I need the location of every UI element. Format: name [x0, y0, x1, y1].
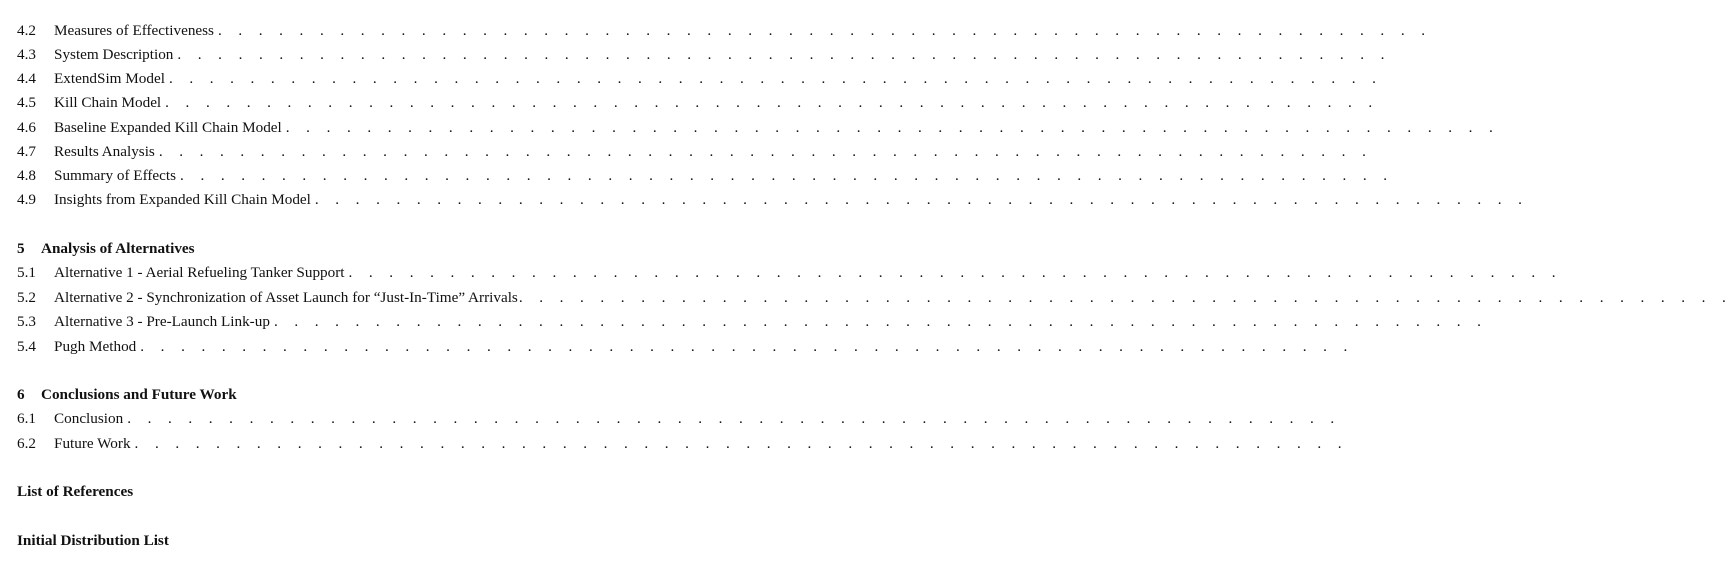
toc-entry-4-7[interactable]: [17, 141, 1373, 163]
dot-leader: . . . . . . . . . . . . . . . . . . . . . . . . . . . . . . . . . . . . . . . . . . . . . . . . . . . . . . . . . . . .: [127, 410, 1341, 427]
dot-leader: . . . . . . . . . . . . . . . . . . . . . . . . . . . . . . . . . . . . . . . . . . . . . . . . . . . . . . . . . . . .: [273, 313, 1488, 330]
entry-number: 4.9: [17, 191, 36, 208]
toc-entry-6-1[interactable]: [17, 408, 1341, 430]
entry-title: Measures of Effectiveness: [54, 22, 214, 39]
entry-title: Results Analysis: [54, 143, 155, 160]
entry-title: Alternative 2 - Synchronization of Asset Launch for “Just-In-Time” Arrivals: [54, 289, 518, 306]
toc-entry-4-3[interactable]: [17, 44, 1391, 66]
entry-title: Pugh Method: [54, 338, 137, 355]
entry-title: Conclusion: [54, 410, 124, 427]
dot-leader: . . . . . . . . . . . . . . . . . . . . . . . . . . . . . . . . . . . . . . . . . . . . . . . . . . . . . . . . . . . .: [217, 22, 1432, 39]
section-title: Initial Distribution List: [17, 532, 169, 549]
entry-number: 4.4: [17, 70, 36, 87]
dot-leader: . . . . . . . . . . . . . . . . . . . . . . . . . . . . . . . . . . . . . . . . . . . . . . . . . . . . . . . . . . . .: [165, 94, 1379, 111]
toc-entry-4-8[interactable]: [17, 165, 1394, 187]
toc-entry-5-2[interactable]: [17, 287, 1732, 309]
chapter-number: 6: [17, 386, 25, 403]
dot-leader: . . . . . . . . . . . . . . . . . . . . . . . . . . . . . . . . . . . . . . . . . . . . . . . . . . . . . . . . . . . .: [177, 46, 1391, 63]
toc-entry-5-3[interactable]: [17, 311, 1488, 333]
toc-entry-4-2[interactable]: [17, 20, 1432, 42]
dot-leader: . . . . . . . . . . . . . . . . . . . . . . . . . . . . . . . . . . . . . . . . . . . . . . . . . . . . . . . . . . . .: [180, 167, 1394, 184]
entry-number: 4.5: [17, 94, 36, 111]
entry-title: Baseline Expanded Kill Chain Model: [54, 119, 282, 136]
toc-entry-4-9[interactable]: [17, 189, 1529, 211]
entry-number: 4.7: [17, 143, 36, 160]
entry-number: 5.2: [17, 289, 36, 306]
entry-title: Insights from Expanded Kill Chain Model: [54, 191, 311, 208]
entry-title: ExtendSim Model: [54, 70, 165, 87]
toc-entry-5-4[interactable]: [17, 336, 1354, 358]
entry-number: 4.8: [17, 167, 36, 184]
entry-number: 5.3: [17, 313, 36, 330]
entry-title: Future Work: [54, 435, 131, 452]
entry-title: System Description: [54, 46, 174, 63]
chapter-title: Conclusions and Future Work: [41, 386, 237, 403]
toc-entry-6-2[interactable]: [17, 433, 1348, 455]
entry-number: 4.6: [17, 119, 36, 136]
chapter-title: Analysis of Alternatives: [41, 240, 195, 257]
entry-number: 4.2: [17, 22, 36, 39]
dot-leader: . . . . . . . . . . . . . . . . . . . . . . . . . . . . . . . . . . . . . . . . . . . . . . . . . . . . . . . . . . . .: [518, 289, 1732, 306]
toc-entry-4-5[interactable]: [17, 92, 1379, 114]
dot-leader: . . . . . . . . . . . . . . . . . . . . . . . . . . . . . . . . . . . . . . . . . . . . . . . . . . . . . . . . . . . .: [134, 435, 1348, 452]
entry-title: Alternative 3 - Pre-Launch Link-up: [54, 313, 270, 330]
toc-chapter-6-heading[interactable]: [17, 384, 237, 406]
toc-entry-4-4[interactable]: [17, 68, 1383, 90]
entry-title: Summary of Effects: [54, 167, 177, 184]
toc-entry-4-6[interactable]: [17, 117, 1500, 139]
entry-number: 6.1: [17, 410, 36, 427]
entry-number: 4.3: [17, 46, 36, 63]
entry-number: 5.4: [17, 338, 36, 355]
toc-entry-5-1[interactable]: [17, 262, 1562, 284]
section-title: List of References: [17, 483, 134, 500]
entry-title: Kill Chain Model: [54, 94, 162, 111]
chapter-number: 5: [17, 240, 25, 257]
dot-leader: . . . . . . . . . . . . . . . . . . . . . . . . . . . . . . . . . . . . . . . . . . . . . . . . . . . . . . . . . . . .: [285, 119, 1500, 136]
dot-leader: . . . . . . . . . . . . . . . . . . . . . . . . . . . . . . . . . . . . . . . . . . . . . . . . . . . . . . . . . . . .: [314, 191, 1529, 208]
dot-leader: . . . . . . . . . . . . . . . . . . . . . . . . . . . . . . . . . . . . . . . . . . . . . . . . . . . . . . . . . . . .: [158, 143, 1373, 160]
toc-list-of-references[interactable]: [17, 481, 133, 503]
toc-initial-distribution-list[interactable]: [17, 530, 169, 552]
entry-number: 6.2: [17, 435, 36, 452]
entry-number: 5.1: [17, 264, 36, 281]
dot-leader: . . . . . . . . . . . . . . . . . . . . . . . . . . . . . . . . . . . . . . . . . . . . . . . . . . . . . . . . . . . .: [168, 70, 1383, 87]
dot-leader: . . . . . . . . . . . . . . . . . . . . . . . . . . . . . . . . . . . . . . . . . . . . . . . . . . . . . . . . . . . .: [348, 264, 1562, 281]
dot-leader: . . . . . . . . . . . . . . . . . . . . . . . . . . . . . . . . . . . . . . . . . . . . . . . . . . . . . . . . . . . .: [140, 338, 1354, 355]
entry-title: Alternative 1 - Aerial Refueling Tanker Support: [54, 264, 345, 281]
toc-chapter-5-heading[interactable]: [17, 238, 195, 260]
